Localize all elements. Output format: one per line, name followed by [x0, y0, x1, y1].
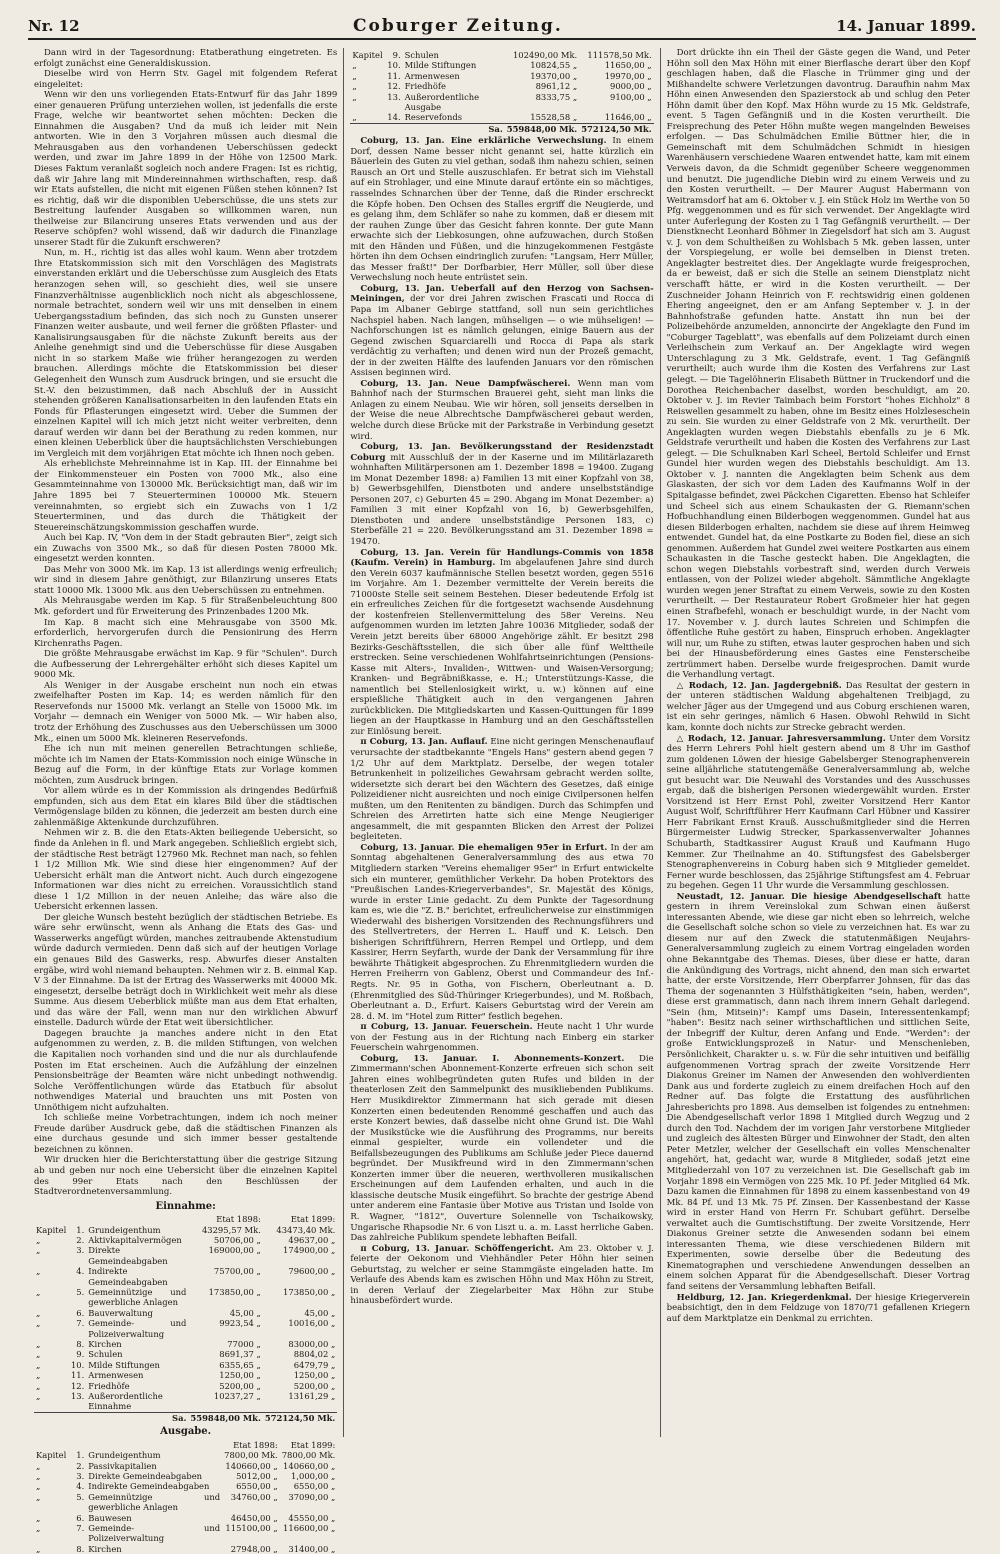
row-kapitel: „ [36, 1391, 41, 1402]
paragraph [350, 284, 653, 379]
issue-date: 14. Januar 1899. [836, 17, 976, 35]
row-number: 14. [387, 112, 401, 123]
row-kapitel: „ [36, 1523, 41, 1534]
row-kapitel: „ [36, 1380, 41, 1391]
row-label: Milde Stiftungen [88, 1359, 160, 1370]
paragraph: Das Mehr von 3000 Mk. im Kap. 13 ist allerdings wenig erfreulich; wir sind in diesem Jahre genöthigt, zur Bilanzirung unseres Etats statt 10000 Mk. 13000 Mk. aus den Ueberschüssen zu entnehmen. [34, 564, 338, 596]
value-1898: 8691,37 „ [219, 1349, 261, 1360]
row-number: 1. [76, 1224, 85, 1235]
table-row [350, 71, 653, 81]
column-2 [343, 48, 659, 1437]
sum-1899: 572124,50 Mk. [581, 123, 652, 134]
article-headline: Heldburg, 12. Jan. Kriegerdenkmal. [676, 1292, 852, 1303]
value-1898: 173850,00 „ [208, 1287, 261, 1297]
paragraph: Auch bei Kap. IV, "Von dem in der Stadt gebrauten Bier", zeigt sich ein Zuwachs von 3500 Mk., so daß für diesen Posten 78000 Mk. eingesetzt werden konnten. [34, 533, 338, 565]
value-1899: 37090,00 „ [288, 1491, 336, 1502]
row-kapitel: „ [36, 1245, 41, 1256]
table-cell [68, 1412, 86, 1423]
article-headline: π Coburg, 13. Jan. Auflauf. [360, 737, 488, 748]
table-row [34, 1523, 337, 1544]
value-1898: 75700,00 „ [213, 1266, 261, 1277]
row-label: Direkte Gemeindeabgaben [88, 1245, 168, 1266]
value-1899: 13161,29 „ [288, 1391, 336, 1402]
row-number: 9. [392, 50, 401, 60]
article-headline: Coburg, 13. Jan. Eine erklärliche Verwechslung. [360, 136, 607, 147]
paragraph: Vor allem würde es in der Kommission als dringendes Bedürfniß empfunden, sich aus dem Etat ein klares Bild über die städtischen Vermögenslage bilden zu können, die jederzeit am besten durch eine zahlenmäßige Aktenkunde durchzuführen. [34, 786, 338, 828]
sum-1898: 559848,00 Mk. [190, 1412, 261, 1423]
paragraph: Ich schließe meine Vorbetrachtungen, indem ich noch meiner Freude darüber Ausdruck gebe, daß die städtischen Finanzen als eine durchaus gesunde und sich immer besser gestaltende bezeichnen zu können. [34, 1113, 338, 1155]
column-header: Etat 1899: [290, 1214, 336, 1225]
row-label: Gemeinnützige und gewerbliche Anlagen [88, 1287, 187, 1308]
table-cell [350, 123, 384, 134]
value-1899: 49637,00 „ [288, 1234, 336, 1245]
article-headline: Coburg, 13. Jan. Ueberfall auf den Herzog von Sachsen-Meiningen, [350, 283, 654, 305]
paragraph: Nehmen wir z. B. die den Etats-Akten beiliegende Uebersicht, so finde da Anlehen in fl. und Mark angegeben. Schließlich ergiebt sich, der städtische Rest beträgt 127960 Mk. Rechnet man nach, so fehlen 1 1/2 Million Mk. Wie sind diese hier eingenommen? Auf der Uebersicht erhält man die Antwort nicht. Auch durch eingezogene Informationen war dies nicht zu erreichen. Voraussichtlich stand diese 1 1/2 Million in der neuen Anleihe; das wäre also die Uebersicht erkennen lassen. [34, 828, 338, 913]
table-row [350, 112, 653, 123]
table-row [34, 1235, 337, 1245]
article-text: Die Zimmermann'schen Abonnement-Konzerte erfreuen sich schon seit Jahren eines wohlbegründeten guten Rufes und bilden in der theaterlosen Zeit den Sammelpunkt des musikliebenden Publikums. Herr Musikdirektor Zimmermann hat sich gerade mit diesen Konzerten einen bedeutenden Renommé geschaffen und auch das erste Konzert bewies, daß dasselbe nicht ohne Grund ist. Die Wahl der Musikstücke wie die Ausführung des Programms, nur bereits einmal gespielter, wurde ein vollendeter und die Beifallsbezeugungen des Publikums am Schluße jeder Piece dauernd begründet. Der Musikfreund wird in den Zimmermann'schen Konzerten immer über die neueren, werthvolleren musikalischen Erscheinungen auf dem Laufenden erhalten, und auch in die klassische deutsche Musik eingeführt. So brachte der gestrige Abend unter anderem eine Fantasie über Motive aus Tristan und Isolde von R. Wagner, "1812", Ouverture Solennelle von Tschaikowsky, Ungarische Rhapsodie Nr. 6 von Liszt u. a. m. Lasst herrliche Gaben. Das zahlreiche Publikum spendete lebhaften Beifall. [350, 1053, 654, 1244]
row-label: Friedhöfe [404, 81, 446, 92]
value-1898: 15528,58 „ [530, 112, 578, 123]
value-1899: 9100,00 „ [610, 91, 652, 102]
row-number: 8. [76, 1543, 85, 1554]
paragraph [350, 379, 653, 442]
row-label: Armenwesen [404, 70, 460, 81]
value-1898: 10237,27 „ [213, 1391, 261, 1402]
value-1898: 9923,54 „ [219, 1318, 261, 1329]
table-row [34, 1513, 337, 1523]
table-cell [385, 123, 403, 134]
paragraph: Nun, m. H., richtig ist das alles wohl kaum. Wenn aber trotzdem Ihre Etatskommission sich mit den Vorschlägen des Magistrats einverstanden erklärt und die Ueberschüsse zum Ausgleich des Etats heranzogen sehen will, so geschieht dies, weil sie unsere Finanzverhältnisse augenblicklich noch nicht als abgeschlossene, normale betrachtet, sondern weil wir uns mit denselben in einem Uebergangsstadium befinden, das sich noch zu Gunsten unserer Finanzen weiter ausbaute, und weil ferner die größten Pflaster- und Kanalisirungsausgaben für die nächste Zukunft bereits aus der Anleihe genehmigt sind und die Ueberschüsse für diese Ausgaben nicht in so starkem Maße wie früher herangezogen zu werden brauchen. Allerdings möchte die Etatskommission bei dieser Gelegenheit den Wunsch zum Ausdruck bringen, und sie ersucht die St.-V. den beizustimmen, daß nach Abschluß der in Aussicht stehenden größeren Kanalisationsarbeiten in den laufenden Etats ein Fonds für Pflasterungen eingesetzt wird. Ueber die Summen der einzelnen Kapitel will ich mich jetzt nicht weiter verbreiten, denn darauf werden wir dann bei der Berathung zu reden kommen, nur einen kleinen Ueberblick über die hauptsächlichsten Verschiebungen im Vergleich mit dem vorjährigen Etat möchte ich Ihnen noch geben. [34, 248, 338, 459]
row-number: 3. [76, 1245, 85, 1256]
row-kapitel: „ [36, 1471, 41, 1482]
row-number: 9. [76, 1349, 85, 1360]
column-header: Etat 1899: [290, 1439, 336, 1450]
value-1899: 43473,40 Mk. [276, 1224, 336, 1235]
table-row [350, 92, 653, 113]
article-columns [28, 48, 976, 1554]
article-headline: Coburg, 13. Jan. Neue Dampfwäscherei. [360, 378, 571, 389]
sum-1898: 559848,00 Mk. [506, 123, 578, 134]
paragraph [667, 892, 970, 1293]
value-1899: 111578,50 Mk. [587, 50, 652, 60]
table-row [34, 1391, 337, 1412]
row-number: 4. [76, 1266, 85, 1277]
budget-table [34, 1440, 337, 1554]
value-1898: 19370,00 „ [530, 70, 578, 81]
row-label: Indirekte Gemeindeabgaben [88, 1481, 210, 1492]
table-cell [34, 1214, 68, 1224]
article-headline: Coburg, 13. Jan. Bevölkerungsstand der Residenzstadt Coburg [350, 442, 654, 463]
article-text: der vor drei Jahren zwischen Frascati und Rocca di Papa im Albaner Gebirge stattfand, soll nun sein gerichtliches Nachspiel haben. Nach langen, mühseligen — o wie mühseligen! — Nachforschungen ist es nämlich gelungen, einige Bauern aus der Gegend zwischen Squarciarelli und Rocca di Papa als stark verdächtig zu verhaften; und denen wird nun der Prozeß gemacht, der in der zweiten Hälfte des laufenden Januars vor den römischen Assisen beginnen wird. [350, 294, 654, 379]
table-header-row [34, 1214, 337, 1224]
value-1898: 5200,00 „ [219, 1380, 261, 1391]
ausgabe-heading: Ausgabe. [160, 1426, 212, 1438]
table-cell [86, 1440, 222, 1450]
row-number: 7. [76, 1523, 85, 1534]
row-kapitel: „ [352, 60, 357, 71]
paragraph: Ehe ich nun mit meinen generellen Betrachtungen schließe, möchte ich im Namen der Etats-Kommission noch einige Wünsche in Bezug auf die Form, in der künftige Etats zur Vorlage kommen möchten, zum Ausdruck bringen. [34, 744, 338, 786]
article-text: Der hiesige Kriegerverein beabsichtigt, den in dem Feldzuge von 1870/71 gefallenen Kriegern auf dem Marktplatze ein Denkmal zu errichten. [666, 1292, 970, 1324]
value-1899: 1250,00 „ [293, 1370, 336, 1381]
row-label: Gemeinnützige und gewerbliche Anlagen [88, 1491, 221, 1513]
row-label: Bauwesen [88, 1512, 132, 1523]
row-number: 7. [76, 1318, 85, 1329]
value-1898: 43295,57 Mk. [201, 1224, 261, 1235]
paragraph: Dieselbe wird von Herrn Stv. Gagel mit folgendem Referat eingeleitet: [34, 69, 338, 90]
value-1899: 174900,00 „ [283, 1245, 336, 1256]
row-kapitel: „ [36, 1266, 41, 1277]
value-1899: 173850,00 „ [283, 1287, 336, 1297]
row-number: 4. [76, 1481, 85, 1492]
sum-label: Sa. [86, 1412, 188, 1423]
row-label: Milde Stiftungen [404, 60, 477, 71]
paragraph [667, 1293, 970, 1325]
paragraph [350, 136, 653, 284]
table-row [34, 1471, 337, 1481]
article-text: Das Resultat der gestern in der unteren städtischen Waldung abgehaltenen Treibjagd, zu welcher Jäger aus der Umgegend und aus Coburg erschienen waren, ist ein sehr geringes, nämlich 6 Hasen. Obwohl Rehwild in Sicht kam, konnte doch nichts zur Strecke gebracht werden. [666, 680, 970, 733]
value-1899: 1,000,00 „ [291, 1471, 336, 1482]
article-text: Unter dem Vorsitz des Herrn Lehrers Pohl hielt gestern abend um 8 Uhr im Gasthof zum goldenen Löwen der hiesige Gabelsberger Stenographenverein seine alljährliche statutengemäße Generalversammlung ab, welche gut besucht war. Die Neuwahl des Vorstandes und des Ausschusses ergab, daß die bisherigen Personen wiedergewählt wurden. Erster Vorsitzend ist Herr Ernst Pohl, zweiter Vorsitzend Herr Kantor August Wolf, Schriftführer Herr Kaufmann Carl Hübner und Kassirer Herr Fabrikant Ernst Krauß. Ausschußmitglieder sind die Herren Bürgermeister Ludwig Strecker, Sparkassenverwalter Johannes Schubarth, Stadtkassirer August Krauß und Kaufmann Hugo Kemmer. Zur Theilnahme an 40. Stiftungsfest des Gabelsberger Stenographenvereins in Coburg haben sich 9 Mitglieder gemeldet. Ferner wurde beschlossen, das 25jährige Stiftungsfest am 4. Februar zu begehen. Gegen 11 Uhr wurde die Versammlung geschlossen. [666, 733, 970, 892]
article-text: Heute nacht 1 Uhr wurde von der Festung aus in der Richtung nach Einberg ein starker Feuerschein wahrgenommen. [350, 1022, 654, 1054]
article-headline: △ Rodach, 12. Jan. Jagdergebniß. [676, 680, 842, 691]
article-text: Eine nicht geringen Menschenauflauf verursachte der stadtbekannte "Engels Hans" gestern abend gegen 7 1/2 Uhr auf dem Marktplatz. Derselbe, der wegen totaler Betrunkenheit in polizeiliches Gewahrsam gebracht werden sollte, widersetzte sich derart bei den Wächtern des Gesetzes, daß einige Polizeidiener nicht ausreichten und noch einige Civilpersonen helfen mußten, um den Renitenten zu bändigen. Durch das Schimpfen und Schreien des Arretirten hatte sich eine Menge Neugieriger angesammelt, die mit gespannten Blicken den Arrest der Polizei begleiteten. [350, 737, 654, 843]
value-1899: 7800,00 Mk. [281, 1450, 336, 1461]
table-row [34, 1481, 337, 1491]
value-1899: 140660,00 „ [283, 1460, 336, 1471]
column-header: Etat 1898: [216, 1214, 261, 1225]
value-1899: 11646,00 „ [604, 112, 652, 123]
row-kapitel: Kapitel [36, 1450, 67, 1461]
table-row [34, 1381, 337, 1391]
row-kapitel: „ [36, 1460, 41, 1471]
table-cell [34, 1440, 68, 1450]
table-row [34, 1370, 337, 1380]
row-number: 12. [70, 1380, 85, 1391]
row-number: 5. [76, 1491, 85, 1502]
column-1 [28, 48, 343, 1554]
value-1899: 45,00 „ [304, 1307, 336, 1318]
row-kapitel: „ [352, 70, 357, 81]
table-row [34, 1308, 337, 1318]
value-1899: 45550,00 „ [288, 1512, 336, 1523]
table-header-row [34, 1440, 337, 1450]
table-cell [86, 1214, 188, 1224]
paragraph: Als Weniger in der Ausgabe erscheint nun noch ein etwas zweifelhafter Posten im Kap. 14; es werden nämlich für den Reservefonds nur 15000 Mk. verlangt an Stelle von 15000 Mk. im Vorjahr — demnach ein Weniger von 5000 Mk. — Wir haben also, trotz der Erhöhung des Zuschusses aus den Ueberschüssen um 3000 Mk., einen um 5000 Mk. kleineren Reservefonds. [34, 680, 338, 744]
paragraph: Dagegen brauchte ja manches andere nicht in den Etat aufgenommen zu werden, z. B. die milden Stiftungen, von welchen die Kapitalien noch vorhanden sind und die nur als durchlaufende Posten im Etat erscheinen. Auch die Aufzählung der einzelnen Pensionsbeiträge der Beamten wäre nicht unbedingt nothwendig. Solche Veröffentlichungen würde das Etatbuch für absolut nothwendiges Material und brauchten uns mit Posten von Unnöthigem nicht aufzuhalten. [34, 1028, 338, 1113]
row-kapitel: „ [36, 1370, 41, 1381]
row-label: Außerordentliche Einnahme [88, 1391, 163, 1412]
column-3 [660, 48, 976, 1437]
value-1899: 6550,00 „ [293, 1481, 336, 1492]
row-kapitel: „ [36, 1307, 41, 1318]
value-1898: 8961,12 „ [535, 81, 578, 92]
row-label: Passivkapitalien [88, 1460, 157, 1471]
table-row [34, 1225, 337, 1235]
row-kapitel: „ [36, 1359, 41, 1370]
table-row [34, 1544, 337, 1554]
value-1899: 19970,00 „ [604, 70, 652, 81]
row-number: 10. [387, 60, 401, 71]
row-number: 6. [76, 1512, 85, 1523]
row-label: Indirekte Gemeindeabgaben [88, 1266, 168, 1287]
value-1898: 6355,65 „ [219, 1359, 261, 1370]
value-1898: 50706,00 „ [213, 1234, 261, 1245]
paragraph [350, 843, 653, 1022]
row-label: Friedhöfe [88, 1380, 130, 1391]
paragraph: Als Mehrausgabe werden im Kap. 5 für Straßenbeleuchtung 800 Mk. gefordert und für Erweiterung des Prinzenbades 1200 Mk. [34, 596, 338, 617]
row-number: 12. [387, 81, 401, 92]
article-text: Wenn man vom Bahnhof nach der Sturmschen Brauerei geht, sieht man links die Anlagen zu einem Neubau. Wie wir hören, soll jenseits derselben in der Weise die neue Albrechtsche Dampfwäscherei gebaut werden, welche durch diese Brücke mit der Parkstraße in Verbindung gesetzt wird. [350, 378, 654, 442]
value-1899: 11650,00 „ [604, 60, 652, 71]
article-text: In einem Dorf, dessen Name besser nicht genannt sei, hatte kürzlich ein Bäuerlein des Guten zu viel gethan, sodaß ihm nahezu schien, seinen Rausch an Ort und Stelle auszuschlafen. Er betrat sich im Viehstall auf ein Strohlager, und eine Minute darauf ertönte ein so mächtiges, rasselndes Schnarchen über der Tenne, daß die Rinder erschreckt die Köpfe hoben. Den Ochsen des Stalles ergriff die Neugierde, und es gelang ihm, dem Schläfer so nahe zu kommen, daß er diesem mit der rauhen Zunge über das Gesicht fahren konnte. Der gute Mann erwachte sich der Liebkosungen, ohne aufzuwachen, durch Stoßen mit den Händen und Füßen, und die hinzugekommenen Festgäste hörten ihn dem Ochsen eindringlich zurufen: "Langsam, Herr Müller, das Messer fraßt!" Der Dorfbarbier, Herr Müller, soll über diese Verwechslung noch heute entrüstet sein. [350, 136, 654, 284]
table-row [34, 1450, 337, 1460]
row-label: Außerordentliche Ausgabe [404, 91, 480, 113]
paragraph: Als erheblichste Mehreinnahme ist in Kap. III. der Einnahme bei der Einkommensteuer ein Posten von 7000 Mk., also eine Gesammteinnahme von 130000 Mk. Berücksichtigt man, daß wir im Jahre 1895 bei 7 Steuerterminen 100000 Mk. Steuern vereinnahmten, so ergiebt sich ein Zuwachs von 1 1/2 Steuerterminen, und das durch die Thätigkeit der Steuereinschätzungskommission geschaffen wurde. [34, 459, 338, 533]
row-kapitel: „ [36, 1318, 41, 1329]
row-number: 13. [70, 1391, 85, 1402]
paragraph [667, 734, 970, 892]
paragraph [350, 1022, 653, 1054]
value-1898: 10824,55 „ [530, 60, 578, 71]
table-row [34, 1318, 337, 1339]
row-kapitel: „ [36, 1339, 41, 1350]
article-text: Dort drückte ihn ein Theil der Gäste gegen die Wand, und Peter Höhn soll den Max Höhn mit einer Bierflasche derart über den Kopf geschlagen haben, daß die Flasche in Trümmer ging und der Mißhandelte schwere Verletzungen davontrug. Daraufhin nahm Max Höhn einen Anwesenden den Spazierstock ab und schlug den Peter Höhn damit über den Kopf. Max Höhn wurde zu 15 Mk. Geldstrafe, event. 5 Tagen Gefängniß und in die Kosten verurtheilt. Die Freisprechung des Peter Höhn mußte wegen mangelnden Beweises erfolgen. — Das Schulmädchen Emilie Büttner hier, die in Gemeinschaft mit dem Schulmädchen Schmidt in hiesigen Warenhäusern verschiedene Waaren entwendet hatte, kam mit einem Verweis davon, da die Schmidt gegenüber Scheere weggenommen und benutzt. Die jugendliche Diebin wird zu einem Verweis und zu den Kosten verurtheilt. — Der Maurer August Habermann von Weitramsdorf hat am 6. Oktober v. J. ein Stück Holz im Werthe von 50 Pfg. weggenommen und es für sich verwendet. Der Angeklagte wird unter Auferlegung der Kosten zu 1 Tag Gefängniß verurtheilt. — Der Dienstknecht Leonhard Böhmer in Ziegelsdorf hat sich am 3. August v. J. von dem Schultheißen zu Wohlsbach 5 Mk. geben lassen, unter der Vorspiegelung, er wolle bei demselben in Dienst treten. Angeklagter bestreitet dies. Der Angeklagte wurde freigesprochen, da er beweist, daß er sich die Stelle an seinem Dienstplatz nicht verschafft hätte, er wird in die Kosten verurtheilt. — Der Zuschneider Johann Heinrich von F. rechtswidrig einen goldenen Ehering angeeignet, den er am Anfang September v. J. in der Bahnhofstraße gefunden hatte. Anstatt ihn nun bei der Polizeibehörde anzumelden, annoncirte der Angeklagte den Fund im "Coburger Tageblatt", was ebenfalls auf dem Polizeiamt durch einen Verleihschein zum Verkauf an. Der Angeklagte wird wegen Unterschlagung zu 3 Mk. Geldstrafe, event. 1 Tag Gefängniß verurtheilt; auch wurde ihm die Kosten des Verfahrens zur Last gelegt. — Die Tagelöhnerin Elisabeth Büttner in Truckendorf und die Dorothea Reichenbacher daselbst, worden beschuldigt, am 20. Oktober v. J. im Revier Taimbach beim Forstort "hohes Eichholz" 8 Reiswellen gesammelt zu haben, ohne im Besitz eines Holzleseschein zu sein. Sie wurden zu einer Geldstrafe von 2 Mk. verurtheilt. Der Angeklagten wurden wegen Diebstahls ebenfalls zu je 6 Mk. Geldstrafe verurtheilt und haben die Kosten des Verfahrens zur Last gelegt. — Die Schulknaben Karl Scheel, Bertold Schleifer und Ernst Gundel hier wurden wegen des Diebstahls beschuldigt. Am 13. Oktober v. J. nannten die Angeklagten beim Schenk aus dem Glaskasten, der sich vor dem Laden des Kaufmanns Wolf in der Spitalgasse befindet, zwei Päckchen Cigaretten. Ebenso hat Schleifer und Scheel sich aus einem Schaukasten der G. Riemann'schen Hofbuchhandlung einen Bilderbogen weggenommen. Gundel hat aus diesen Bilderbogen erhalten, nachdem sie diese auf ihrem Heimweg entwendet. Gundel hat, da eine Postkarte zu Boden fiel, diese an sich genommen. Außerdem hat Gundel zwei weitere Postkarten aus einem Schaukasten in die Tasche gesteckt haben. Die Angeklagten, die schon wegen Diebstahls vorbestraft sind, werden durch Verweis entlassen, von der Polizei wieder abgeholt. Sämmtliche Angeklagte wurden wegen jener Straftat zu einem Verweis, sowie zu den Kosten verurtheilt. — Der Restaurateur Robert Großmeier hier hat gegen einen Strafbefehl, wonach er beschuldigt wurde, in der Nacht vom 17. November v. J. durch lautes Schreien und Schimpfen die öffentliche Ruhe gestört zu haben, Einspruch erhoben. Angeklagter will nur, um Ruhe zu stiften, etwas lauter gesprochen haben und sich bei der Hinausbeförderung eines Gastes eine Fensterscheibe zertrümmert haben. Derselbe wurde freigesprochen. Damit wurde die Verhandlung vertagt. [666, 48, 970, 681]
row-number: 13. [387, 91, 401, 102]
table-row [350, 50, 653, 60]
paragraph [350, 442, 653, 547]
value-1898: 140660,00 „ [225, 1460, 278, 1471]
table-row [350, 81, 653, 91]
article-text: hatte gestern in ihrem Vereinslokal zum Schwan einen äußerst interessanten Abende, wie diese gar nicht eben so lehrreich, welche die Gesellschaft solche schon so viele zu verzeichnen hat. Es war zu diesem nur auf den Zweck die statutenmäßigen Neujahrs-Generalversammlung zugleich zu einem Vortrag eingeladen worden ohne Bekanntgabe des Themas. Dieses, über diese er hatte, daran die Ankündigung des Vortrags, nicht ahnend, den man sich erwartet hatte, der erste Vorsitzende, Herr Oberpfarrer Johnsen, für das das Thema der sogenannten 3 Hülfsthätigkeiten "sein, haben, werden", diese erst grammatisch, dann nach ihrem innern Gehalt darlegend. "Sein (hm, Mitsein)": Kampf ums Dasein, Interessentenkampf; "haben": Besitz nach seiner wirthschaftlichen und sittlichen Seite, der Inbegriff der Kultur, deren Anfang und Ende. "Werden": der große Entwicklungsprozeß in Natur- und Menschenleben, Persönlichkeit, Charakter u. s. w. Für die sehr intuitiven und beifällig aufgenommenen Vortrag sprach der zweite Vorsitzende Herr Diakonus Greiner im Namen der Anwesenden den wohlverdienten Dank aus und forderte zugleich zu einem dreifachen Hoch auf den Redner auf. Das folgte die Erstattung des ausführlichen Jahresberichts pro 1898. Aus demselben ist folgendes zu entnehmen: Die Abendgesellschaft verlor 1898 1 Mitglied durch Wegzug und 2 durch den Tod. Nachdem der im vorigen Jahr verstorbene Mitglieder und zugleich des ältesten Bürger und Einwohner der Stadt, den alten Peter Metzler, welcher der Gesellschaft ein volles Menschenalter angehört, hat, gedacht war, wurde 8 Mitglieder, sodaß jetzt eine Mitgliederzahl von 107 zu verzeichnen ist. Die Gesellschaft gab im Vorjahr 1898 ein Vermögen von 225 Mk. 10 Pf. Jeder Mitglied 64 Mk. Dazu kamen die Einnahmen für 1898 zu einem kassenbestand von 49 Mk. 84 Pf. und 13 Mk. 75 Pf. Zinsen. Der Kassenbestand der Kasse wird in erster Hand von Herrn Fr. Schubart geführt. Derselbe verwaltet auch die Gumtischstiftung. Der zweite Vorsitzende, Herr Diakonus Greiner setzte die Anwesenden sodann bei einem interessanten Thema, wie diese verschiedenen Bildern mit Experimenten, sowie derselbe über die Bedeutung des Kinematographen und verschiedene Anwendungen desselben an einem solchen Apparat für die Abendgesellschaft. Dieser Vortrag fand seitens der Versammlung lebhaften Beifall. [666, 891, 970, 1292]
table-row [34, 1339, 337, 1349]
paragraph: Der gleiche Wunsch besteht bezüglich der städtischen Betriebe. Es wäre sehr erwünscht, wenn als Anhang die Etats des Gas- und Wasserwerks angefügt würden, manches zeitraubende Aktenstudium würde dadurch vermieden. Denn daß sich auf der heutigen Vorlage ein genaues Bild des Gaswerks, resp. Abwurfes dieser Anstalten ergäbe, wird wohl niemand behaupten. Nehmen wir z. B. einmal Kap. V 3 der Einnahme. Da ist der Ertrag des Wasserwerks mit 40000 Mk. eingesetzt, derselbe beträgt doch in Wirklichkeit weit mehr als diese Summe. Aus diesem Ueberblick müßte man aus dem Etat erhalten, und das wäre der Fall, wenn man nur den wirklichen Abwurf einstelle. Dadurch würde der Etat weit übersichtlicher. [34, 912, 338, 1029]
row-label: Gemeinde- und Polizeiverwaltung [88, 1523, 221, 1544]
value-1898: 115100,00 „ [225, 1523, 278, 1534]
row-label: Kirchen [88, 1543, 122, 1554]
value-1898: 27948,00 „ [230, 1543, 278, 1554]
paragraph [350, 1244, 653, 1307]
einnahme-heading: Einnahme: [155, 1200, 216, 1212]
value-1898: 7800,00 Mk. [224, 1450, 278, 1461]
row-label: Armenwesen [88, 1370, 144, 1381]
budget-table [350, 50, 653, 134]
paragraph: Im Kap. 8 macht sich eine Mehrausgabe von 3500 Mk. erforderlich, hervorgerufen durch die Pensionirung des Herrn Kirchenraths Pagen. [34, 617, 338, 649]
value-1898: 102490,00 Mk. [512, 50, 578, 60]
row-kapitel: „ [36, 1491, 41, 1502]
row-number: 5. [76, 1287, 85, 1297]
row-kapitel: „ [36, 1287, 41, 1297]
row-number: 11. [387, 70, 401, 81]
row-kapitel: Kapitel [36, 1224, 67, 1235]
value-1899: 31400,00 „ [288, 1543, 336, 1554]
row-number: 2. [76, 1460, 85, 1471]
table-row [34, 1461, 337, 1471]
row-kapitel: „ [352, 81, 357, 92]
row-label: Grundeigenthum [88, 1224, 161, 1235]
value-1899: 116600,00 „ [283, 1523, 336, 1534]
table-row [34, 1360, 337, 1370]
row-label: Kirchen [88, 1339, 122, 1350]
value-1898: 1250,00 „ [219, 1370, 261, 1381]
row-kapitel: „ [36, 1481, 41, 1492]
row-kapitel: „ [36, 1349, 41, 1360]
row-number: 10. [70, 1359, 85, 1370]
row-kapitel: „ [352, 112, 357, 123]
row-label: Gemeinde- und Polizeiverwaltung [88, 1318, 187, 1339]
value-1899: 10016,00 „ [288, 1318, 336, 1329]
value-1898: 5012,00 „ [236, 1471, 278, 1482]
row-number: 6. [76, 1307, 85, 1318]
value-1898: 46450,00 „ [230, 1512, 278, 1523]
row-number: 11. [70, 1370, 85, 1381]
row-label: Reservefonds [404, 112, 463, 123]
article-headline: Coburg, 13. Januar. I. Abonnements-Konzert. [360, 1053, 625, 1064]
table-sum-row [350, 123, 653, 134]
row-number: 2. [76, 1234, 85, 1245]
paragraph [350, 1054, 653, 1244]
row-kapitel: „ [352, 91, 357, 102]
value-1899: 9000,00 „ [610, 81, 652, 92]
article-headline: Coburg, 13. Januar. Die ehemaligen 95er in Erfurt. [360, 842, 608, 853]
value-1899: 6479,79 „ [293, 1359, 336, 1370]
article-text: In der am Sonntag abgehaltenen Generalversammlung des aus etwa 70 Mitgliedern starken "Vereins ehemaliger 95er" in Erfurt entwickelte sich ein munterer, gemüthlicher Verkehr. Da hoben Protektors des "Preußischen Landes-Kriegerverbandes", Sr. Majestät des Königs, wurde in erster Linie gedacht. Zu dem Punkte der Tagesordnung kam es, wie die "Z. B." berichtet, erfreulicherweise zur einstimmigen Wiederwahl des bisherigen Vorsitzenden des Rechnungsführers und des Stellvertreters, der Herren L. Hauff und K. Leisch. Den bisherigen Schriftführern, Herren Rempel und Ortlepp, und dem Kassirer, Herrn Seyfarth, wurde der Dank der Versammlung für ihre bewährte Thätigkeit abgesprochen. Zu Ehrenmitgliedern wurden die Herren Freiherrn von Gablenz, Oberst und Commandeur des Inf.-Regts. Nr. 95 in Gotha, von Fischern, Oberleutnant a. D. (Ehrenmitglied des Süd-Thüringer Kriegerbundes), und M. Roßbach, Oberleutnant a. D., Erfurt. Kaisers Geburtstag wird der Verein am 28. d. M. im "Hotel zum Ritter" festlich begehen. [350, 842, 654, 1022]
paragraph [667, 48, 970, 681]
row-number: 3. [76, 1471, 85, 1482]
paragraph: Dann wird in der Tagesordnung: Etatberathung eingetreten. Es erfolgt zunächst eine Generaldiskussion. [34, 48, 338, 69]
row-kapitel: „ [36, 1543, 41, 1554]
newspaper-title: Coburger Zeitung. [353, 16, 563, 36]
row-label: Bauverwaltung [88, 1307, 153, 1318]
sum-1899: 572124,50 Mk. [264, 1412, 336, 1423]
row-label: Aktivkapitalvermögen [88, 1234, 182, 1245]
table-row [34, 1266, 337, 1287]
masthead [28, 14, 976, 40]
table-row [34, 1287, 337, 1308]
value-1899: 5200,00 „ [293, 1380, 336, 1391]
table-sum-row [34, 1412, 337, 1423]
paragraph: Wenn wir den uns vorliegenden Etats-Entwurf für das Jahr 1899 einer genaueren Prüfung unterziehen wollen, ist jedenfalls die erste Frage, welche wir beantwortet sehen möchten: Decken die Einnahmen die Ausgaben? Und da muß ich leider mit Nein antworten. Wie in den 3 Vorjahren müssen auch diesmal die Mehrausgaben aus den vorhandenen Ueberschüssen gedeckt werden, und zwar im Jahre 1899 in der Höhe von 12500 Mark. Dieses Faktum veranlaßt sogleich noch andere Fragen: Ist es richtig, daß wir Jahre lang mit Mindereinnahmen wirthschaften, resp. daß wir Etats aufstellen, die nicht mit eigenen Füßen stehen können? Ist es richtig, daß wir die disponiblen Ueberschüsse, die uns stets zur Bestreitung laufender Ausgaben so willkommen waren, nun theilweise zur Bilancirung unseres Etats verwenden und aus der Reserve schöpfen? wohl wissend, daß wir dadurch die Finanzlage unserer Stadt für die Zukunft erschweren? [34, 90, 338, 248]
row-kapitel: „ [36, 1512, 41, 1523]
table-row [350, 60, 653, 70]
value-1898: 169000,00 „ [208, 1245, 261, 1256]
table-cell [68, 1440, 86, 1450]
article-headline: π Coburg, 13. Januar. Feuerschein. [360, 1022, 533, 1033]
row-kapitel: Kapitel [352, 50, 383, 60]
article-text: Am 23. Oktober v. J. feierte der Oekonom und Viehhändler Peter Höhn hier seinen Geburtstag, zu welcher er seine Stammgäste eingeladen hatte. Im Verlaufe des Abends kam es zwischen Höhn und Max Höhn zu Streit, in deren Verlauf der Ziegelarbeiter Max Höhn zur Stube hinausbefördert wurde. [350, 1243, 654, 1307]
sum-label: Sa. [403, 123, 505, 134]
paragraph [667, 681, 970, 734]
table-row [34, 1245, 337, 1266]
paragraph [350, 548, 653, 738]
row-label: Schulen [88, 1349, 123, 1360]
row-number: 8. [76, 1339, 85, 1350]
paragraph [350, 737, 653, 842]
table-cell [34, 1412, 68, 1423]
article-headline: Neustadt, 12. Januar. Die hiesige Abendgesellschaft [676, 891, 942, 902]
value-1898: 6550,00 „ [236, 1481, 278, 1492]
table-row [34, 1492, 337, 1513]
article-text: mit Ausschluß der in der Kaserne und im Militärlazareth wohnhaften Militärpersonen am 1. Dezember 1898 = 19400. Zugang im Monat Dezember 1898: a) Familien 13 mit einer Kopfzahl von 38, b) Gewerbsgehilfen, Dienstboten und andere unselbstständige Personen 207, c) Geburten 45 = 290. Abgang im Monat Dezember: a) Familien 3 mit einer Kopfzahl von 16, b) Gewerbsgehilfen, Dienstboten und andere unselbstständige Personen 183, c) Sterbefälle 21 = 220. Bevölkerungsstand am 31. Dezember 1898 = 19470. [350, 452, 654, 548]
value-1898: 45,00 „ [229, 1307, 261, 1318]
paragraph: Die größte Mehrausgabe erwächst im Kap. 9 für "Schulen". Durch die Aufbesserung der Lehrergehälter erhöht sich dieses Kapitel um 9000 Mk. [34, 649, 338, 681]
value-1898: 8333,75 „ [535, 91, 578, 102]
value-1899: 83000,00 „ [288, 1339, 336, 1350]
article-text: Im abgelaufenen Jahre sind durch den Verein 6037 kaufmännische Stellen besetzt worden, gegen 5516 im Vorjahre. Am 1. Dezember vermittelte der Verein bereits die 71000ste Stelle seit seinem Bestehen. Dieser bedeutende Erfolg ist ein erfreuliches Zeichen für die fortgesetzt wachsende Ausdehnung der kostenfreien Stellenvermittelung des 58er Vereins. Neu aufgenommen wurden im letzten Jahre 10036 Mitglieder, sodaß der Verein jetzt bereits über 68000 Angehörige zählt. Er besitzt 298 Bezirks-Geschäftsstellen, die sich über alle fünf Welttheile erstrecken. Seine verschiedenen Wohlfahrtseinrichtungen (Pensions-Kasse mit Alters-, Invaliden-, Wittwen- und Waisen-Versorgung; Kranken- und Begräbnißkasse, e. H.; Unterstützungs-Kasse, die namentlich bei Stellenlosigkeit wirkt, u. w.) können auf eine erspießliche Thätigkeit auch in den vergangenen Jahren zurückblicken. Die Mitgliedskarten und Kassen-Quittungen für 1899 liegen an der Hauptkasse in Hamburg und an den Geschäftsstellen zur Einlösung bereit. [350, 558, 654, 737]
table-cell [68, 1214, 86, 1224]
value-1899: 79600,00 „ [288, 1266, 336, 1277]
row-label: Grundeigenthum [88, 1450, 161, 1461]
article-headline: Coburg, 13. Jan. Verein für Handlungs-Commis von 1858 (Kaufm. Verein) in Hamburg. [350, 547, 654, 569]
row-kapitel: „ [36, 1234, 41, 1245]
column-header: Etat 1898: [233, 1439, 278, 1450]
value-1898: 77000 „ [227, 1339, 261, 1350]
article-headline: π Coburg, 13. Januar. Schöffengericht. [360, 1243, 554, 1254]
article-headline: △ Rodach, 12. Januar. Jahresversammlung. [676, 733, 886, 744]
row-label: Direkte Gemeindeabgaben [88, 1471, 203, 1482]
row-number: 1. [76, 1450, 85, 1461]
row-label: Schulen [404, 50, 439, 60]
table-row [34, 1349, 337, 1359]
value-1899: 8804,02 „ [293, 1349, 336, 1360]
budget-table [34, 1214, 337, 1423]
value-1898: 34760,00 „ [230, 1491, 278, 1502]
paragraph: Wir drucken hier die Berichterstattung über die gestrige Sitzung ab und geben nur noch eine Uebersicht über die einzelnen Kapitel des 99er Etats nach den Beschlüssen der Stadtverordnetenversammlung. [34, 1155, 338, 1198]
issue-number: Nr. 12 [28, 17, 80, 35]
